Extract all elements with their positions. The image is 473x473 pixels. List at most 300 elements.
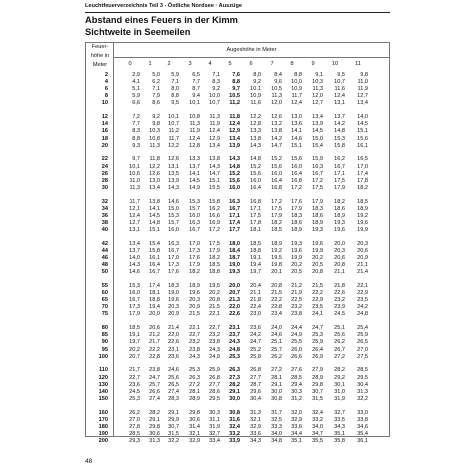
table-cell: 28,9 (189, 396, 200, 402)
table-cell: 18,8 (209, 269, 220, 275)
table-cell: 21,8 (250, 297, 261, 303)
table-cell: 15,4 (149, 241, 160, 247)
table-cell: 22,6 (168, 339, 179, 345)
table-cell: 19,3 (334, 220, 345, 226)
table-cell: 19,6 (312, 241, 323, 247)
table-cell: 16,6 (209, 213, 220, 219)
row-height-label: 22 (101, 156, 108, 162)
table-cell: 32,9 (250, 424, 261, 430)
table-cell: 6,2 (152, 79, 160, 85)
row-height-label: 10 (101, 100, 108, 106)
table-cell: 29,1 (271, 382, 282, 388)
table-cell: 24,7 (250, 339, 261, 345)
table-cell: 12,1 (129, 206, 140, 212)
table-cell: 5,9 (171, 72, 179, 78)
table-cell: 30,3 (291, 389, 302, 395)
table-cell: 19,3 (229, 269, 240, 275)
table-cell: 23,0 (250, 311, 261, 317)
table-cell: 26,6 (149, 389, 160, 395)
table-cell: 16,3 (312, 164, 323, 170)
table-cell: 7,1 (212, 72, 220, 78)
table-cell: 32,9 (291, 417, 302, 423)
table-cell: 21,9 (291, 290, 302, 296)
table-cell: 32,7 (334, 410, 345, 416)
table-cell: 27,6 (291, 367, 302, 373)
table-cell: 20,0 (334, 241, 345, 247)
table-cell: 27,7 (209, 382, 220, 388)
row-height-label: 8 (104, 93, 108, 99)
table-cell: 19,0 (229, 262, 240, 268)
row-height-label: 4 (104, 79, 108, 85)
table-cell: 16,0 (291, 164, 302, 170)
table-cell: 24,0 (271, 325, 282, 331)
table-cell: 16,4 (291, 171, 302, 177)
table-cell: 15,3 (189, 199, 200, 205)
table-cell: 33,5 (334, 417, 345, 423)
table-cell: 17,3 (189, 248, 200, 254)
table-cell: 13,4 (149, 185, 160, 191)
table-cell: 17,4 (357, 171, 368, 177)
table-cell: 29,1 (229, 389, 240, 395)
table-cell: 21,1 (250, 290, 261, 296)
table-cell: 28,5 (291, 375, 302, 381)
table-cell: 18,2 (209, 255, 220, 261)
page-number: 48 (85, 458, 93, 465)
table-cell: 22,1 (357, 283, 368, 289)
table-cell: 8,3 (212, 79, 220, 85)
table-cell: 25,5 (291, 339, 302, 345)
table-cell: 18,7 (229, 255, 240, 261)
table-cell: 7,7 (132, 121, 140, 127)
table-cell: 10,6 (129, 171, 140, 177)
table-cell: 31,3 (357, 389, 368, 395)
table-cell: 12,6 (271, 114, 282, 120)
row-height-label: 170 (98, 417, 108, 423)
row-header-line: Meter (92, 62, 108, 68)
table-cell: 18,0 (229, 241, 240, 247)
row-height-label: 180 (98, 424, 108, 430)
table-cell: 28,3 (168, 396, 179, 402)
table-cell: 24,8 (229, 347, 240, 353)
table-cell: 13,8 (209, 156, 220, 162)
table-cell: 16,5 (357, 156, 368, 162)
table-cell: 24,1 (312, 311, 323, 317)
table-cell: 20,8 (271, 283, 282, 289)
table-cell: 30,4 (250, 396, 261, 402)
table-cell: 11,7 (168, 136, 179, 142)
table-cell: 16,8 (291, 178, 302, 184)
row-height-label: 44 (101, 248, 108, 254)
row-height-label: 120 (98, 375, 108, 381)
table-cell: 8,3 (132, 128, 140, 134)
table-cell: 23,6 (129, 382, 140, 388)
table-cell: 22,5 (291, 297, 302, 303)
table-cell: 27,9 (312, 367, 323, 373)
table-cell: 17,2 (209, 227, 220, 233)
table-cell: 34,7 (312, 431, 323, 437)
table-cell: 11,9 (357, 86, 368, 92)
table-cell: 13,9 (168, 178, 179, 184)
table-cell: 26,9 (312, 354, 323, 360)
table-cell: 27,8 (129, 424, 140, 430)
table-cell: 11,9 (209, 121, 220, 127)
table-cell: 11,3 (271, 93, 282, 99)
table-cell: 23,9 (334, 304, 345, 310)
table-cell: 20,5 (312, 262, 323, 268)
table-cell: 22,8 (271, 304, 282, 310)
row-height-label: 60 (101, 290, 108, 296)
table-cell: 21,5 (312, 283, 323, 289)
table-cell: 15,0 (312, 136, 323, 142)
table-cell: 26,5 (168, 382, 179, 388)
table-cell: 27,0 (357, 347, 368, 353)
table-cell: 23,2 (291, 304, 302, 310)
table-cell: 8,7 (192, 86, 200, 92)
table-cell: 12,4 (129, 213, 140, 219)
row-height-label: 140 (98, 389, 108, 395)
column-number: 1 (148, 61, 152, 67)
table-cell: 29,8 (189, 410, 200, 416)
table-cell: 34,6 (357, 424, 368, 430)
table-cell: 18,5 (357, 199, 368, 205)
table-cell: 35,1 (334, 431, 345, 437)
table-cell: 17,5 (334, 178, 345, 184)
table-cell: 15,2 (271, 156, 282, 162)
table-cell: 24,7 (312, 325, 323, 331)
table-cell: 29,1 (149, 417, 160, 423)
table-cell: 31,3 (250, 410, 261, 416)
table-cell: 10,1 (189, 100, 200, 106)
table-cell: 31,5 (168, 431, 179, 437)
table-cell: 17,9 (209, 248, 220, 254)
table-cell: 12,9 (209, 136, 220, 142)
table-cell: 26,2 (334, 339, 345, 345)
table-cell: 21,1 (334, 269, 345, 275)
table-cell: 27,4 (149, 396, 160, 402)
table-cell: 23,5 (312, 304, 323, 310)
row-height-label: 85 (101, 332, 108, 338)
table-cell: 9,2 (253, 79, 261, 85)
table-cell: 7,9 (152, 93, 160, 99)
table-cell: 19,6 (189, 290, 200, 296)
table-cell: 15,5 (209, 185, 220, 191)
table-cell: 17,5 (271, 206, 282, 212)
table-cell: 13,3 (250, 128, 261, 134)
table-cell: 16,0 (229, 185, 240, 191)
table-cell: 8,6 (152, 100, 160, 106)
table-cell: 23,1 (229, 325, 240, 331)
table-cell: 32,1 (189, 431, 200, 437)
table-cell: 20,9 (168, 311, 179, 317)
table-cell: 18,5 (209, 262, 220, 268)
table-cell: 33,2 (312, 417, 323, 423)
column-number: 6 (249, 61, 253, 67)
table-cell: 9,2 (152, 114, 160, 120)
table-cell: 16,7 (129, 297, 140, 303)
table-cell: 13,7 (189, 164, 200, 170)
table-cell: 5,1 (132, 86, 140, 92)
table-cell: 19,1 (129, 332, 140, 338)
table-cell: 24,3 (209, 347, 220, 353)
table-cell: 24,9 (209, 354, 220, 360)
table-cell: 12,4 (229, 121, 240, 127)
table-cell: 31,7 (271, 410, 282, 416)
table-cell: 15,7 (189, 206, 200, 212)
table-cell: 14,0 (357, 114, 368, 120)
table-cell: 20,6 (357, 248, 368, 254)
table-cell: 26,3 (189, 375, 200, 381)
table-cell: 29,1 (168, 410, 179, 416)
table-cell: 12,2 (149, 164, 160, 170)
row-height-label: 36 (101, 213, 108, 219)
table-cell: 23,7 (229, 332, 240, 338)
table-cell: 15,7 (168, 220, 179, 226)
table-cell: 11,3 (312, 86, 323, 92)
row-height-label: 80 (101, 325, 108, 331)
table-cell: 10,8 (149, 136, 160, 142)
table-cell: 20,3 (189, 297, 200, 303)
row-height-label: 18 (101, 136, 108, 142)
table-cell: 23,2 (189, 339, 200, 345)
table-cell: 19,2 (271, 248, 282, 254)
table-cell: 26,3 (229, 367, 240, 373)
table-cell: 7,1 (152, 86, 160, 92)
table-cell: 29,4 (291, 382, 302, 388)
table-cell: 28,7 (250, 382, 261, 388)
table-cell: 18,5 (129, 325, 140, 331)
table-cell: 33,8 (357, 417, 368, 423)
table-cell: 30,6 (189, 417, 200, 423)
table-cell: 11,9 (189, 128, 200, 134)
row-height-label: 16 (101, 128, 108, 134)
table-cell: 24,5 (129, 389, 140, 395)
table-cell: 19,6 (291, 248, 302, 254)
table-cell: 26,8 (209, 375, 220, 381)
table-cell: 22,9 (357, 290, 368, 296)
table-cell: 14,7 (209, 171, 220, 177)
row-height-label: 46 (101, 255, 108, 261)
table-cell: 17,9 (312, 199, 323, 205)
table-cell: 15,9 (312, 156, 323, 162)
table-cell: 27,3 (229, 375, 240, 381)
table-cell: 15,3 (334, 136, 345, 142)
table-cell: 17,8 (250, 220, 261, 226)
table-cell: 20,4 (250, 283, 261, 289)
table-cell: 19,8 (271, 262, 282, 268)
table-cell: 25,9 (209, 367, 220, 373)
row-height-label: 12 (101, 114, 108, 120)
table-cell: 11,3 (149, 143, 160, 149)
row-height-label: 75 (101, 311, 108, 317)
table-cell: 26,8 (250, 367, 261, 373)
column-header: Augeshöhe in Meter (226, 47, 277, 53)
table-cell: 19,6 (168, 297, 179, 303)
table-cell: 17,0 (357, 164, 368, 170)
table-cell: 16,4 (149, 262, 160, 268)
table-cell: 13,4 (209, 143, 220, 149)
table-cell: 25,7 (271, 347, 282, 353)
table-cell: 8,8 (132, 136, 140, 142)
table-cell: 16,2 (334, 156, 345, 162)
table-cell: 26,2 (271, 354, 282, 360)
table-cell: 22,2 (312, 290, 323, 296)
table-cell: 25,3 (229, 354, 240, 360)
table-cell: 18,9 (291, 227, 302, 233)
table-cell: 22,9 (312, 297, 323, 303)
table-cell: 17,9 (129, 311, 140, 317)
table-cell: 11,6 (334, 86, 345, 92)
table-cell: 14,3 (250, 143, 261, 149)
table-cell: 15,3 (168, 213, 179, 219)
table-cell: 25,1 (271, 339, 282, 345)
page-title: Abstand eines Feuers in der Kimm (85, 15, 238, 25)
table-cell: 8,8 (232, 79, 240, 85)
table-divider-horizontal (113, 57, 390, 58)
table-cell: 26,7 (334, 347, 345, 353)
table-cell: 14,1 (189, 171, 200, 177)
table-cell: 20,0 (149, 311, 160, 317)
table-cell: 31,9 (334, 396, 345, 402)
table-cell: 14,2 (334, 121, 345, 127)
table-cell: 30,7 (312, 389, 323, 395)
table-cell: 16,8 (250, 199, 261, 205)
table-cell: 14,1 (291, 128, 302, 134)
table-cell: 16,7 (189, 227, 200, 233)
table-cell: 19,5 (271, 255, 282, 261)
table-cell: 15,8 (149, 248, 160, 254)
table-cell: 13,2 (271, 121, 282, 127)
table-cell: 33,3 (271, 424, 282, 430)
table-cell: 22,0 (168, 332, 179, 338)
table-cell: 9,3 (132, 143, 140, 149)
table-cell: 17,4 (229, 220, 240, 226)
table-cell: 13,1 (168, 164, 179, 170)
table-cell: 18,9 (312, 220, 323, 226)
table-cell: 13,9 (312, 121, 323, 127)
table-cell: 17,2 (312, 178, 323, 184)
row-height-label: 34 (101, 206, 108, 212)
table-cell: 14,8 (334, 128, 345, 134)
table-cell: 20,2 (209, 290, 220, 296)
table-cell: 17,8 (357, 178, 368, 184)
row-height-label: 14 (101, 121, 108, 127)
table-cell: 24,3 (189, 354, 200, 360)
table-cell: 10,0 (291, 79, 302, 85)
table-cell: 12,7 (357, 93, 368, 99)
row-height-label: 95 (101, 347, 108, 353)
table-cell: 12,6 (149, 171, 160, 177)
table-cell: 19,9 (312, 248, 323, 254)
table-cell: 25,9 (357, 332, 368, 338)
table-cell: 15,8 (334, 143, 345, 149)
table-cell: 19,1 (250, 255, 261, 261)
table-cell: 20,9 (189, 304, 200, 310)
table-cell: 10,5 (229, 93, 240, 99)
table-cell: 9,4 (192, 93, 200, 99)
row-height-label: 50 (101, 269, 108, 275)
table-cell: 18,2 (189, 269, 200, 275)
row-header-line: Feuer- (91, 44, 109, 50)
table-cell: 14,5 (312, 128, 323, 134)
table-cell: 9,6 (274, 79, 282, 85)
table-cell: 22,8 (149, 354, 160, 360)
row-height-label: 26 (101, 171, 108, 177)
row-height-label: 100 (98, 354, 108, 360)
row-height-label: 2 (104, 72, 108, 78)
table-cell: 15,6 (357, 136, 368, 142)
table-cell: 13,5 (168, 171, 179, 177)
table-cell: 29,9 (168, 417, 179, 423)
table-cell: 11,7 (291, 93, 302, 99)
table-cell: 33,9 (229, 438, 240, 444)
table-cell: 31,4 (189, 424, 200, 430)
table-cell: 17,7 (229, 227, 240, 233)
table-cell: 19,6 (334, 227, 345, 233)
table-cell: 14,5 (357, 121, 368, 127)
table-cell: 22,0 (229, 304, 240, 310)
table-cell: 18,3 (291, 213, 302, 219)
table-cell: 28,2 (149, 410, 160, 416)
table-cell: 29,5 (357, 375, 368, 381)
row-height-label: 160 (98, 410, 108, 416)
table-cell: 11,3 (189, 121, 200, 127)
table-cell: 15,6 (291, 156, 302, 162)
table-cell: 23,8 (149, 367, 160, 373)
table-cell: 30,0 (271, 389, 282, 395)
table-cell: 22,2 (271, 297, 282, 303)
row-height-label: 40 (101, 227, 108, 233)
table-cell: 14,9 (189, 185, 200, 191)
table-cell: 17,5 (209, 241, 220, 247)
table-cell: 7,2 (132, 114, 140, 120)
table-cell: 15,6 (271, 164, 282, 170)
table-cell: 20,2 (312, 255, 323, 261)
table-cell: 35,8 (334, 438, 345, 444)
table-cell: 7,1 (171, 79, 179, 85)
table-cell: 14,7 (271, 143, 282, 149)
table-cell: 17,6 (189, 255, 200, 261)
table-cell: 17,0 (189, 241, 200, 247)
row-height-label: 28 (101, 178, 108, 184)
table-cell: 10,3 (149, 128, 160, 134)
table-cell: 16,3 (168, 241, 179, 247)
table-cell: 13,7 (129, 248, 140, 254)
table-cell: 18,2 (271, 220, 282, 226)
table-cell: 34,0 (271, 431, 282, 437)
table-cell: 21,5 (271, 290, 282, 296)
table-cell: 20,9 (357, 255, 368, 261)
table-cell: 28,2 (229, 382, 240, 388)
table-cell: 16,0 (168, 227, 179, 233)
table-cell: 30,3 (209, 410, 220, 416)
table-cell: 14,6 (129, 269, 140, 275)
table-cell: 10,9 (250, 93, 261, 99)
table-cell: 24,7 (149, 375, 160, 381)
table-cell: 24,3 (229, 339, 240, 345)
table-cell: 24,6 (271, 332, 282, 338)
table-cell: 34,8 (271, 438, 282, 444)
table-cell: 11,7 (129, 199, 140, 205)
table-cell: 25,6 (168, 375, 179, 381)
table-cell: 11,0 (357, 79, 368, 85)
table-cell: 14,2 (271, 136, 282, 142)
table-cell: 32,1 (250, 417, 261, 423)
table-cell: 18,1 (149, 290, 160, 296)
table-cell: 15,1 (209, 178, 220, 184)
row-height-label: 38 (101, 220, 108, 226)
table-cell: 17,9 (334, 185, 345, 191)
table-cell: 29,6 (250, 389, 261, 395)
